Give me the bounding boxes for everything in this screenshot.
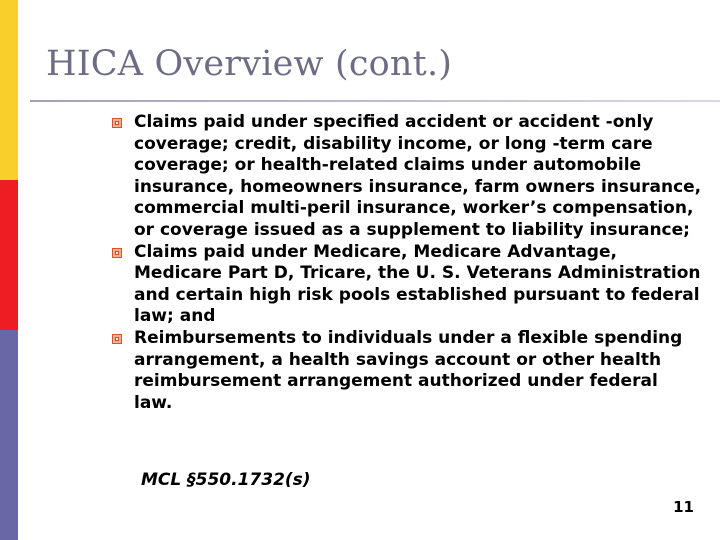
bullet-item	[112, 112, 702, 242]
bullet-item	[112, 328, 702, 414]
bullet-text: Claims paid under Medicare, Medicare Advantage, Medicare Part D, Tricare, the U. S. Veterans Administration and certain high risk pools established pursuant to federal law; and	[134, 241, 701, 327]
square-bullet-icon	[112, 118, 122, 128]
sidebar-band-red	[0, 180, 18, 330]
sidebar-band-yellow	[0, 0, 18, 180]
sidebar-band-purple	[0, 330, 18, 540]
decorative-sidebar	[0, 0, 18, 540]
bullet-list	[112, 112, 702, 414]
square-bullet-icon	[112, 334, 122, 344]
title-divider	[30, 100, 720, 102]
slide-title: HICA Overview (cont.)	[46, 44, 453, 84]
bullet-text: Reimbursements to individuals under a flexible spending arrangement, a health savings account or other health reimbursement arrangement authorized under federal law.	[134, 327, 683, 413]
bullet-text: Claims paid under specified accident or accident -only coverage; credit, disability income, or long -term care coverage; or health-related claims under automobile insurance, homeowners insurance, farm owners insurance, commercial multi-peril insurance, worker’s compensation, or coverage issued as a supplement to liability insurance;	[134, 112, 702, 240]
statute-citation: MCL §550.1732(s)	[141, 470, 311, 490]
page-number: 11	[673, 498, 694, 516]
bullet-item	[112, 242, 702, 328]
square-bullet-icon	[112, 248, 122, 258]
